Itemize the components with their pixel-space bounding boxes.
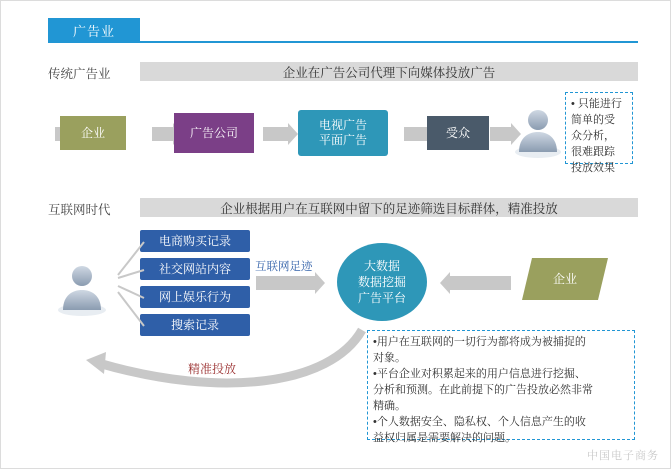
- section-label-internet: 互联网时代: [48, 203, 111, 217]
- title-underline: [48, 41, 638, 43]
- node-ad-agency: 广告公司: [174, 113, 254, 153]
- callout-traditional-line-2: 众分析，: [571, 129, 615, 142]
- trace-item-search: 搜索记录: [140, 314, 250, 336]
- platform-line3: 广告平台: [357, 291, 406, 306]
- callout-internet: [367, 330, 635, 444]
- callout-traditional-line-1: 简单的受: [571, 113, 615, 126]
- node-bigdata-platform: [337, 243, 427, 321]
- callout-traditional-line-4: 投放效果: [571, 161, 615, 174]
- watermark: 中国电子商务: [587, 450, 659, 462]
- callout-traditional: [565, 92, 633, 174]
- callout-traditional-line-3: 很难跟踪: [571, 145, 615, 158]
- platform-line2: 数据挖掘: [357, 274, 406, 289]
- trace-item-ecommerce: 电商购买记录: [140, 230, 250, 252]
- trace-item-social: 社交网站内容: [140, 258, 250, 280]
- section-label-traditional: 传统广告业: [48, 67, 111, 81]
- platform-line1: 大数据: [363, 258, 400, 273]
- page-title: 广告业: [48, 18, 140, 42]
- arrow-enterprise-to-agency: [152, 127, 174, 141]
- callout-internet-line-6: 益权归属是需要解决的问题。: [373, 431, 516, 444]
- arrow-audience-to-person: [490, 127, 512, 141]
- node-media-line2: 平面广告: [318, 133, 367, 147]
- arrow-agency-to-media: [263, 127, 289, 141]
- arrow-trace-to-platform: [256, 276, 316, 290]
- arrow-enterprise-to-platform: [449, 276, 511, 290]
- section-band-traditional: 企业在广告公司代理下向媒体投放广告: [140, 62, 638, 81]
- callout-internet-line-1: 对象。: [373, 351, 406, 364]
- node-audience: 受众: [427, 116, 489, 150]
- callout-internet-line-0: •用户在互联网的一切行为都将成为被捕捉的: [373, 336, 586, 348]
- trace-item-entertainment: 网上娱乐行为: [140, 286, 250, 308]
- callout-internet-line-3: 分析和预测。在此前提下的广告投放必然非常: [373, 383, 593, 396]
- node-enterprise-internet: 企业: [552, 271, 577, 286]
- label-precision-delivery: 精准投放: [188, 362, 237, 376]
- section-band-internet: 企业根据用户在互联网中留下的足迹筛选目标群体，精准投放: [140, 198, 638, 217]
- node-media-line1: 电视广告: [318, 118, 367, 132]
- callout-internet-line-4: 精确。: [373, 399, 406, 412]
- node-media: [298, 110, 388, 156]
- arrow-media-to-audience: [404, 127, 428, 141]
- audience-person-icon: [512, 106, 564, 165]
- callout-internet-line-2: •平台企业对积累起来的用户信息进行挖掘、: [373, 367, 586, 380]
- label-internet-trace: 互联网足迹: [255, 261, 313, 273]
- callout-internet-line-5: •个人数据安全、隐私权、个人信息产生的收: [373, 415, 586, 428]
- precision-delivery-curve: [80, 318, 370, 398]
- node-enterprise: 企业: [60, 116, 126, 150]
- callout-traditional-line-0: • 只能进行: [571, 98, 622, 110]
